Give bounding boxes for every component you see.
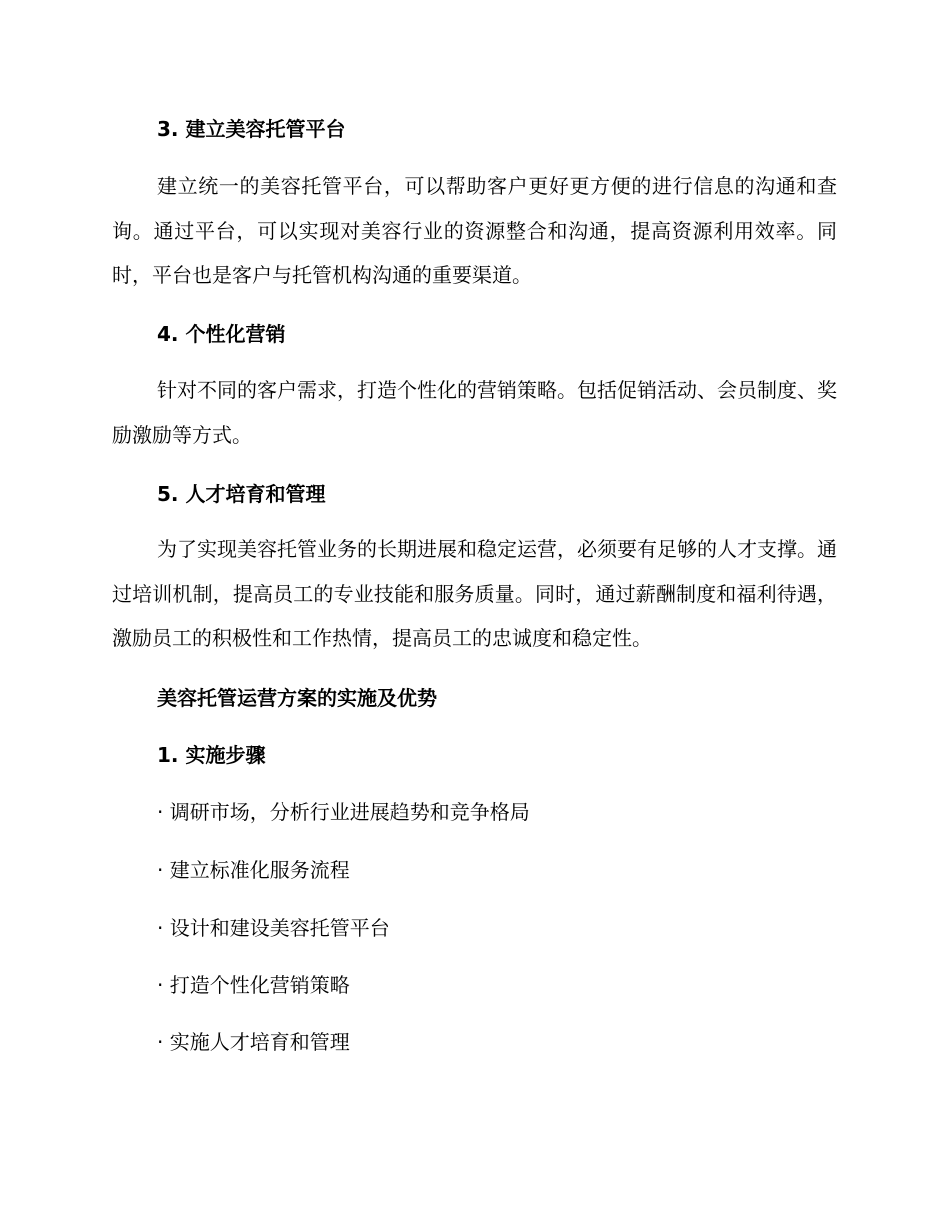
implementation-title: 美容托管运营方案的实施及优势 bbox=[157, 686, 437, 710]
list-item: · 打造个性化营销策略 bbox=[157, 973, 350, 997]
list-item: · 设计和建设美容托管平台 bbox=[157, 916, 390, 940]
steps-heading: 1. 实施步骤 bbox=[157, 743, 266, 767]
list-item: · 建立标准化服务流程 bbox=[157, 858, 350, 882]
list-item: · 调研市场，分析行业进展趋势和竞争格局 bbox=[157, 800, 530, 824]
paragraph-talent: 为了实现美容托管业务的长期进展和稳定运营，必须要有足够的人才支撑。通过培训机制，提高员工的专业技能和服务质量。同时，通过薪酬制度和福利待遇，激励员工的积极性和工作热情，提高员工的忠诚度和稳定性。 bbox=[112, 537, 837, 650]
list-item: · 实施人才培育和管理 bbox=[157, 1030, 350, 1054]
section-heading-platform: 3. 建立美容托管平台 bbox=[157, 117, 346, 141]
section-heading-marketing: 4. 个性化营销 bbox=[157, 322, 286, 346]
section-heading-talent: 5. 人才培育和管理 bbox=[157, 482, 326, 506]
paragraph-marketing: 针对不同的客户需求，打造个性化的营销策略。包括促销活动、会员制度、奖励激励等方式。 bbox=[112, 378, 837, 447]
paragraph-platform: 建立统一的美容托管平台，可以帮助客户更好更方便的进行信息的沟通和查询。通过平台，可以实现对美容行业的资源整合和沟通，提高资源利用效率。同时，平台也是客户与托管机构沟通的重要渠道。 bbox=[112, 174, 837, 287]
